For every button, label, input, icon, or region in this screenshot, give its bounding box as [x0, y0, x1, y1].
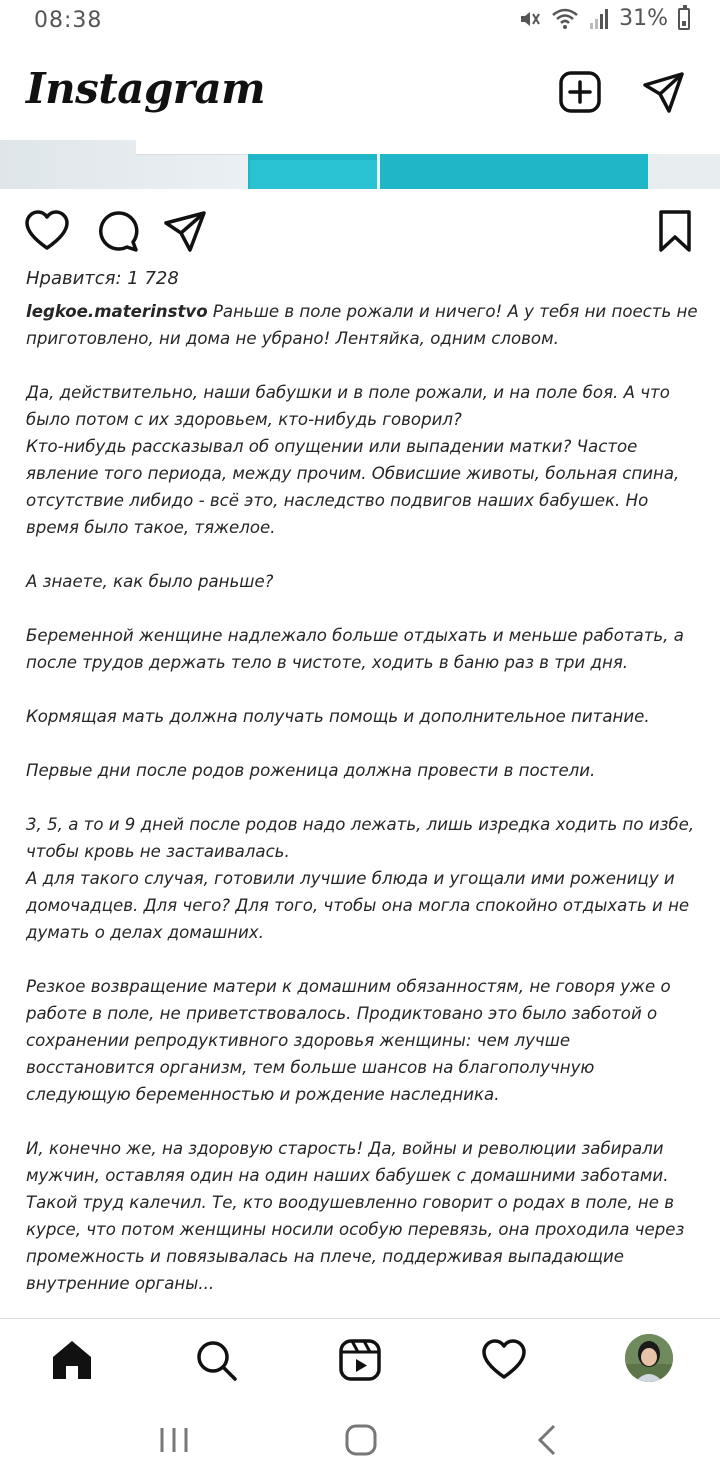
profile-avatar[interactable] [625, 1334, 673, 1382]
caption-paragraph: Первые дни после родов роженица должна провести в постели. [26, 761, 596, 780]
wifi-icon [551, 8, 579, 30]
share-paper-plane-icon[interactable] [162, 208, 208, 254]
direct-paper-plane-icon[interactable] [642, 70, 686, 114]
battery-level: 31% [619, 6, 668, 31]
post-actions [0, 200, 720, 260]
instagram-logo[interactable]: Instagram [26, 64, 266, 113]
status-icons [517, 6, 690, 31]
caption-first-paragraph [26, 298, 698, 352]
signal-icon [589, 8, 609, 30]
likes-count[interactable]: Нравится: 1 728 [26, 268, 179, 289]
caption-paragraph: Резкое возвращение матери к домашним обязанностям, не говоря уже о работе в поле, не приветствовалось. Продиктовано это было заботой о сохранении репродуктивного здоровья женщины: чем лучше восстановится организм, тем больше шансов на благополучную следующую беременностью и рождение наследника. [26, 977, 671, 1104]
system-nav [0, 1398, 720, 1480]
comment-icon[interactable] [94, 208, 140, 254]
caption-paragraph: А знаете, как было раньше? [26, 572, 274, 591]
home-button-icon[interactable] [341, 1420, 381, 1460]
caption-first-text: Раньше в поле рожали и ничего! А у тебя ни поесть не приготовлено, ни дома не убрано! Лентяйка, одним словом. [26, 302, 698, 348]
battery-icon [678, 8, 690, 30]
avatar-image [625, 1334, 673, 1382]
back-icon[interactable] [528, 1420, 568, 1460]
activity-heart-icon[interactable] [481, 1337, 527, 1383]
status-time: 08:38 [34, 8, 103, 33]
status-bar [0, 0, 720, 44]
caption-paragraph: Беременной женщине надлежало больше отдыхать и меньше работать, а после трудов держать тело в чистоте, ходить в баню раз в три дня. [26, 626, 684, 672]
recent-apps-icon[interactable] [154, 1420, 194, 1460]
reels-icon[interactable] [337, 1337, 383, 1383]
caption-paragraph: Кормящая мать должна получать помощь и дополнительное питание. [26, 707, 650, 726]
caption-paragraph: Да, действительно, наши бабушки и в поле рожали, и на поле боя. А что было потом с их здоровьем, кто-нибудь говорил? Кто-нибудь рассказывал об опущении или выпадении матки? Частое явление того периода, между прочим. Обвисшие животы, больная спина, отсутствие либидо - всё это, наследство подвигов наших бабушек. Но время было такое, тяжелое. [26, 383, 680, 537]
bottom-nav [0, 1318, 720, 1399]
search-icon[interactable] [193, 1337, 239, 1383]
caption-paragraph: 3, 5, а то и 9 дней после родов надо лежать, лишь изредка ходить по избе, чтобы кровь не застаивалась. А для такого случая, готовили лучшие блюда и угощали ими роженицу и домочадцев. Для чего? Для того, чтобы она могла спокойно отдыхать и не думать о делах домашних. [26, 815, 695, 942]
post-image[interactable] [0, 140, 720, 189]
caption-paragraph: И, конечно же, на здоровую старость! Да, войны и революции забирали мужчин, оставляя один на один наших бабушек с домашними заботами. Такой труд калечил. Те, кто воодушевленно говорит о родах в поле, не в курсе, что потом женщины носили особую перевязь, она проходила через промежность и повязывалась на плече, поддерживая выпадающие внутренние органы... [26, 1139, 685, 1293]
home-icon[interactable] [49, 1337, 95, 1383]
heart-icon[interactable] [24, 208, 70, 254]
mute-icon [517, 7, 541, 31]
bookmark-icon[interactable] [652, 208, 698, 254]
top-bar [0, 44, 720, 140]
post-caption [26, 298, 698, 1324]
post-username[interactable]: legkoe.materinstvo [26, 302, 208, 321]
plus-square-icon[interactable] [558, 70, 602, 114]
